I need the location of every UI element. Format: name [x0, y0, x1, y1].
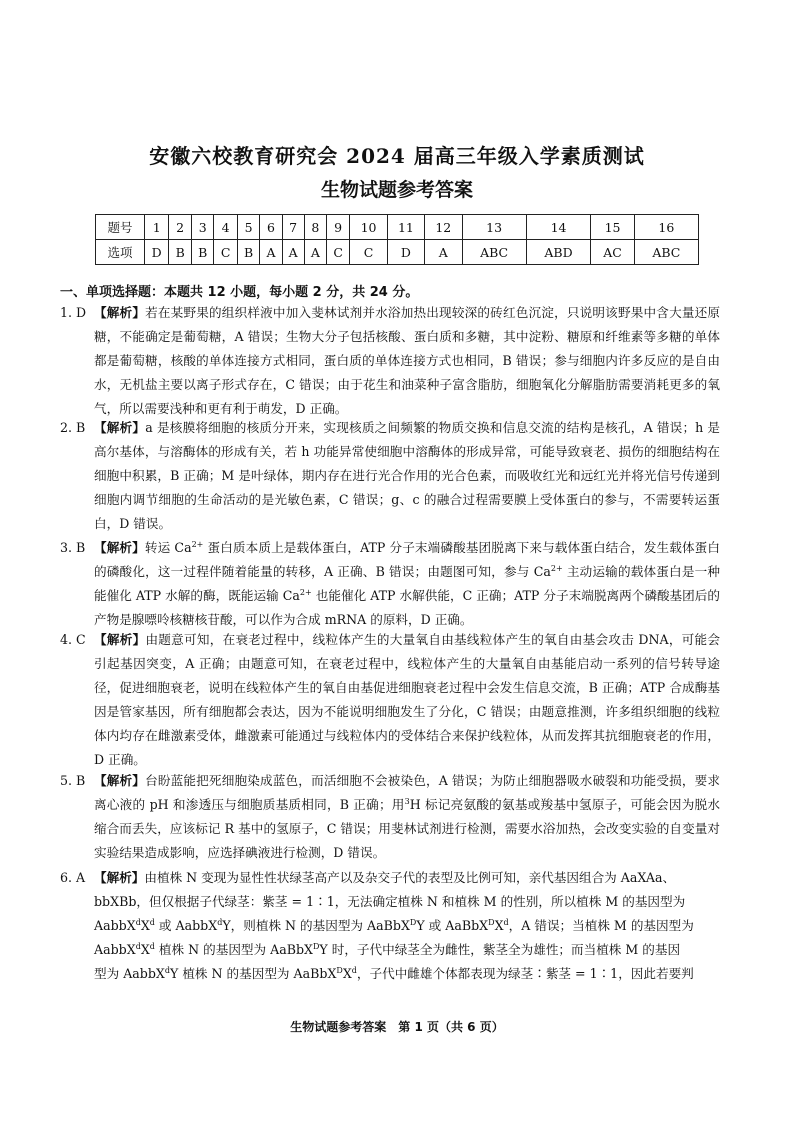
explanation-text: 也能催化 ATP 水解供能，C 正确；ATP 分子末端脱离两个磷酸基团后的产物是腺嘌呤核糖核苷酸，可以作为合成 mRNA 的原料，D 正确。 — [94, 588, 721, 627]
analysis-tag: 【解析】 — [94, 632, 146, 647]
answer-table — [95, 214, 699, 265]
question-explanation — [60, 416, 720, 536]
table-cell: C — [326, 240, 349, 265]
explanation-text: 转运 Ca — [144, 540, 192, 555]
question-number: 5. B — [60, 773, 86, 788]
analysis-tag: 【解析】 — [94, 773, 146, 788]
question-number: 4. C — [60, 632, 86, 647]
table-cell: AC — [591, 240, 634, 265]
superscript: 3 — [404, 796, 410, 806]
table-cell: B — [237, 240, 260, 265]
explanation-text: bbXBb，但仅根据子代绿茎：紫茎 = 1∶1，无法确定植株 N 和植株 M 的性别，所以植株 M 的基因型为 — [94, 894, 686, 909]
table-row-answers — [96, 240, 699, 265]
table-cell: 9 — [326, 215, 349, 240]
superscript: 2+ — [191, 539, 204, 549]
explanation-text: 蛋白质本质上是载体蛋白，ATP 分子末端磷酸基团脱离下来与载体蛋白结合，发生载体蛋白的磷酸化，这一过程伴随着能量的转移，A 正确、B 错误；由题图可知，参与 Ca — [94, 540, 720, 579]
question-explanation — [60, 628, 720, 772]
table-cell: C — [214, 240, 237, 265]
table-cell: C — [350, 240, 387, 265]
explanation-text: a 是核膜将细胞的核质分开来，实现核质之间频繁的物质交换和信息交流的结构是核孔，A 错误；h 是高尔基体，与溶酶体的形成有关，若 h 功能异常使细胞中溶酶体的形成异常，可能导致衰老、损伤的细胞结构在细胞中积累，B 正确；M 是叶绿体，期内存在进行光合作用的光合色素，而吸收红光和远红光并将光信号传递到细胞内调节细胞的生命活动的是光敏色素，C 错误；g、c 的融合过程需要膜上受体蛋白的参与，不需要转运蛋白，D 错误。 — [94, 420, 721, 531]
table-cell: ABD — [526, 240, 591, 265]
table-cell: A — [282, 240, 304, 265]
table-cell: 10 — [350, 215, 387, 240]
explanation-text: H 标记亮氨酸的氨基或羧基中氢原子，可能会因为脱水缩合而丢失，应该标记 R 基中的氢原子，C 错误；用斐林试剂进行检测，需要水浴加热，会改变实验的自变量对实验结果造成影响，应选择碘液进行检测，D 错误。 — [94, 797, 720, 860]
superscript: 2+ — [550, 563, 563, 573]
table-cell: D — [387, 240, 424, 265]
table-row-numbers — [96, 215, 699, 240]
explanation-text: 主动运输的载体蛋白是一种能催化 ATP 水解的酶，既能运输 Ca — [94, 564, 720, 603]
page-footer: 生物试题参考答案 第 1 页（共 6 页） — [290, 1020, 504, 1034]
table-cell: D — [145, 240, 169, 265]
question-explanation — [60, 536, 720, 632]
table-cell: 14 — [526, 215, 591, 240]
table-cell: A — [304, 240, 326, 265]
analysis-tag: 【解析】 — [94, 420, 146, 435]
table-cell: 12 — [425, 215, 462, 240]
question-number: 1. D — [60, 305, 87, 320]
question-explanation — [60, 769, 720, 865]
page-subtitle: 生物试题参考答案 — [320, 179, 473, 201]
table-cell: 7 — [282, 215, 304, 240]
analysis-tag: 【解析】 — [94, 870, 145, 885]
question-number: 3. B — [60, 540, 86, 555]
row-label-answer: 选项 — [96, 240, 145, 265]
table-cell: 2 — [169, 215, 192, 240]
explanation-line-5: 型为 AabbX$^d$Y 植株 N 的基因型为 $AaBbX^DX^d$，子代中雌雄个体都表现为绿茎∶紫茎 = 1∶1，因此若要判 — [94, 965, 694, 981]
table-cell: 15 — [591, 215, 634, 240]
explanation-text: 由植株 N 变现为显性性状绿茎高产以及杂交子代的表型及比例可知，亲代基因组合为 AaXAa、 — [144, 870, 676, 885]
table-cell: 8 — [304, 215, 326, 240]
explanation-line-4: $AabbX^dX^d$ 植株 N 的基因型为 AaBbX$^D$Y 时，子代中绿茎全为雌性，紫茎全为雄性；而当植株 M 的基因 — [94, 941, 681, 957]
table-cell: A — [425, 240, 462, 265]
table-cell: B — [191, 240, 214, 265]
table-cell: ABC — [462, 240, 526, 265]
analysis-tag: 【解析】 — [94, 305, 146, 320]
table-cell: 1 — [145, 215, 169, 240]
table-cell: 11 — [387, 215, 424, 240]
table-cell: 6 — [260, 215, 282, 240]
analysis-tag: 【解析】 — [94, 540, 145, 555]
explanation-line-3: $AabbX^dX^d$ 或 AabbX$^d$Y，则植株 N 的基因型为 AaBbX$^D$Y 或 $AaBbX^DX^d$，A 错误；当植株 M 的基因型为 — [94, 917, 694, 933]
table-cell: ABC — [634, 240, 698, 265]
explanation-text: 台盼蓝能把死细胞染成蓝色，而活细胞不会被染色，A 错误；为防止细胞器吸水破裂和功能受损，要求离心液的 pH 和渗透压与细胞质基质相同，B 正确；用 — [94, 773, 720, 812]
table-cell: B — [169, 240, 192, 265]
table-cell: A — [260, 240, 282, 265]
row-label-number: 题号 — [96, 215, 145, 240]
question-explanation — [60, 866, 720, 986]
section-heading: 一、单项选择题：本题共 12 小题，每小题 2 分，共 24 分。 — [60, 285, 419, 300]
page-title: 安徽六校教育研究会 2024 届高三年级入学素质测试 — [149, 144, 645, 168]
question-number: 6. A — [60, 870, 86, 885]
table-cell: 13 — [462, 215, 526, 240]
question-explanation — [60, 301, 720, 421]
table-cell: 3 — [191, 215, 214, 240]
table-cell: 4 — [214, 215, 237, 240]
explanation-text: 由题意可知，在衰老过程中，线粒体产生的大量氧自由基线粒体产生的氧自由基会攻击 DNA，可能会引起基因突变，A 正确；由题意可知，在衰老过程中，线粒体产生的大量氧自由基能启动一系列的信号转导途径，促进细胞衰老，说明在线粒体产生的氧自由基促进细胞衰老过程中会发生信息交流，B 正确；ATP 合成酶基因是管家基因，所有细胞都会表达，因为不能说明细胞发生了分化，C 错误；由题意推测，许多组织细胞的线粒体内均存在雌激素受体，雌激素可能通过与线粒体内的受体结合来保护线粒体，从而发挥其抗细胞衰老的作用，D 正确。 — [94, 632, 720, 767]
table-cell: 16 — [634, 215, 698, 240]
superscript: 2+ — [299, 587, 312, 597]
question-number: 2. B — [60, 420, 86, 435]
explanation-text: 若在某野果的组织样液中加入斐林试剂并水浴加热出现较深的砖红色沉淀，只说明该野果中含大量还原糖，不能确定是葡萄糖，A 错误；生物大分子包括核酸、蛋白质和多糖，其中淀粉、糖原和纤维素等多糖的单体都是葡萄糖，核酸的单体连接方式相同，蛋白质的单体连接方式也相同，B 错误；参与细胞内许多反应的是自由水，无机盐主要以离子形式存在，C 错误；由于花生和油菜种子富含脂肪，细胞氧化分解脂肪需要消耗更多的氧气，所以需要浅种和更有利于萌发，D 正确。 — [94, 305, 721, 416]
table-cell: 5 — [237, 215, 260, 240]
